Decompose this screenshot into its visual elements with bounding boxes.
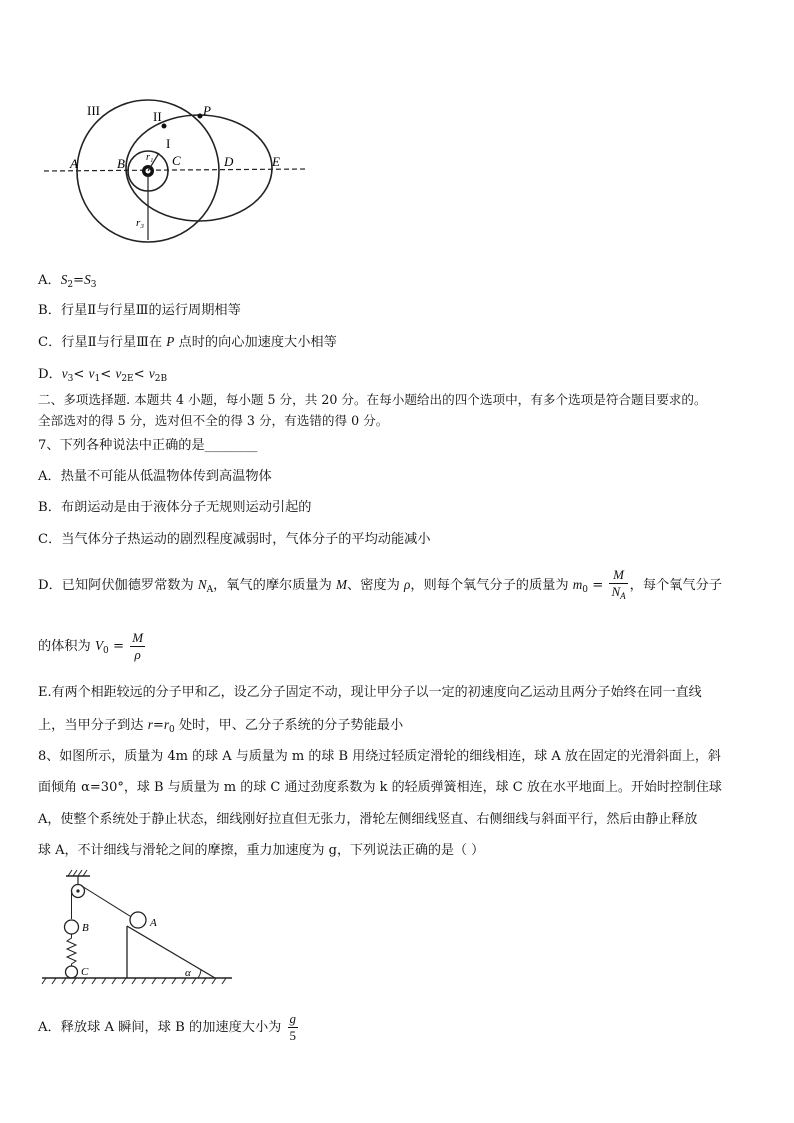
label-E: E — [272, 154, 280, 169]
fraction-denominator — [609, 583, 627, 604]
equals: = — [73, 273, 85, 288]
option-letter: D． — [38, 367, 62, 382]
fraction-numerator: M — [132, 630, 144, 645]
label-II: II — [153, 109, 162, 124]
subscript: A — [620, 591, 626, 601]
q6-option-d — [38, 365, 167, 388]
option-text: A．释放球 A 瞬间，球 B 的加速度大小为 — [38, 1020, 286, 1035]
symbol-p: P — [166, 334, 175, 349]
subscript: 0 — [169, 725, 175, 735]
label-A: A — [70, 156, 78, 171]
q7-option-d-line2 — [38, 626, 147, 671]
symbol-n: N — [611, 584, 621, 599]
ceiling-hatch — [68, 870, 87, 876]
pulley-incline-diagram — [40, 868, 240, 988]
q8-stem-line1: 8、如图所示，质量为 4m 的球 A 与质量为 m 的球 B 用绕过轻质定滑轮的细线相连，球 A 放在固定的光滑斜面上，斜 — [38, 749, 721, 764]
symbol-m: M — [336, 577, 348, 592]
option-letter: A． — [38, 273, 61, 288]
option-text: D．已知阿伏伽德罗常数为 — [38, 578, 198, 593]
ball-c — [66, 966, 78, 978]
q6-option-a — [38, 271, 96, 294]
symbol-v0: V — [94, 638, 104, 653]
less-than: < — [73, 367, 89, 382]
ground-hatch — [42, 978, 226, 984]
label-B: B — [117, 156, 125, 171]
symbol-na: N — [197, 577, 207, 592]
subscript: 2E — [121, 374, 134, 384]
q8-stem-line4: 球 A，不计细线与滑轮之间的摩擦，重力加速度为 g，下列说法正确的是（ ） — [38, 843, 485, 858]
fraction-denominator: 5 — [289, 1028, 297, 1043]
option-text: 点时的向心加速度大小相等 — [174, 335, 337, 350]
option-text: 上，当甲分子到达 — [38, 718, 148, 733]
subscript: 3 — [67, 374, 74, 384]
symbol-m0: m — [572, 577, 583, 592]
fraction-numerator: M — [613, 567, 624, 582]
subscript: 1 — [94, 374, 101, 384]
fraction-denominator: ρ — [130, 646, 145, 663]
fraction-g-over-5 — [288, 1011, 299, 1044]
label-P: P — [203, 103, 211, 118]
label-I: I — [166, 136, 171, 151]
q6-option-b: B．行星Ⅱ与行星Ⅲ的运行周期相等 — [38, 303, 241, 318]
q8-stem-line2: 面倾角 α=30°，球 B 与质量为 m 的球 C 通过劲度系数为 k 的轻质弹簧相连，球 C 放在水平地面上。开始时控制住球 — [38, 780, 722, 795]
option-text: ，则每个氧气分子的质量为 — [410, 578, 573, 593]
q7-option-e-line2 — [38, 716, 403, 739]
symbol-v: v — [88, 366, 95, 381]
label-a: A — [150, 917, 157, 929]
subscript: A — [206, 585, 214, 595]
orbit-diagram — [40, 88, 310, 248]
subscript: 0 — [582, 585, 589, 595]
symbol-r: r — [147, 717, 153, 732]
symbol-v: v — [115, 366, 122, 381]
axis-dashed-line — [44, 169, 306, 171]
section2-line2: 全部选对的得 5 分，选对但不全的得 3 分，有选错的得 0 分。 — [38, 413, 389, 428]
fraction-numerator: g — [289, 1011, 297, 1026]
spring — [67, 934, 76, 967]
label-D: D — [224, 154, 234, 169]
equals: = — [108, 639, 129, 654]
q7-option-e-line1: E.有两个相距较远的分子甲和乙，设乙分子固定不动，现让甲分子以一定的初速度向乙运动且两分子始终在同一直线 — [38, 685, 702, 700]
option-text: ，每个氧气分子 — [629, 578, 722, 593]
pulley-axle — [76, 889, 79, 892]
subscript: 2 — [67, 280, 74, 290]
label-r1: r₁ — [146, 152, 154, 163]
option-text: 处时，甲、乙分子系统的分子势能最小 — [174, 718, 404, 733]
subscript: 2B — [154, 374, 168, 384]
q7-option-b: B．布朗运动是由于液体分子无规则运动引起的 — [38, 500, 312, 515]
label-III: III — [87, 103, 100, 118]
q8-stem-line3: A，使整个系统处于静止状态，细线刚好拉直但无张力，滑轮左侧细线竖直、右侧细线与斜面平行，然后由静止释放 — [38, 812, 698, 827]
label-c: C — [81, 966, 89, 978]
symbol-rho: ρ — [403, 577, 411, 592]
equals: = — [588, 578, 608, 593]
ball-b — [65, 920, 79, 934]
label-C: C — [172, 153, 181, 168]
fraction-m-over-na — [609, 567, 627, 604]
label-alpha: α — [185, 967, 191, 979]
subscript: 0 — [103, 646, 109, 656]
option-text: ，氧气的摩尔质量为 — [213, 578, 337, 593]
section2-line1: 二、多项选择题. 本题共 4 小题，每小题 5 分，共 20 分。在每小题给出的四个选项中，有多个选项是符合题目要求的。 — [38, 392, 707, 407]
label-b: B — [82, 922, 89, 934]
symbol-v: v — [148, 366, 155, 381]
angle-arc — [198, 970, 201, 979]
symbol-r0: r — [163, 717, 170, 732]
subscript: 3 — [90, 280, 97, 290]
option-text: 的体积为 — [38, 639, 95, 654]
q7-option-d-line1 — [38, 565, 722, 610]
symbol-v: v — [61, 366, 68, 381]
q7-option-c: C．当气体分子热运动的剧烈程度减弱时，气体分子的平均动能减小 — [38, 532, 431, 547]
point-P — [198, 114, 203, 119]
option-text: 、密度为 — [347, 578, 404, 593]
label-r3: r₃ — [136, 217, 145, 229]
symbol-s3: S — [84, 272, 91, 287]
symbol-s2: S — [60, 272, 68, 287]
q6-option-c — [38, 333, 337, 352]
ball-a — [130, 912, 146, 928]
option-text: C．行星Ⅱ与行星Ⅲ在 — [38, 335, 167, 350]
q7-stem: 7、下列各种说法中正确的是________ — [38, 438, 258, 453]
q8-option-a — [38, 1008, 300, 1048]
point-II — [162, 124, 167, 129]
less-than: < — [133, 367, 149, 382]
fraction-m-over-rho — [130, 630, 145, 663]
incline-slope — [127, 926, 215, 978]
string-incline — [81, 886, 133, 919]
equals: = — [152, 718, 164, 733]
less-than: < — [100, 367, 116, 382]
q7-option-a: A．热量不可能从低温物体传到高温物体 — [38, 469, 272, 484]
